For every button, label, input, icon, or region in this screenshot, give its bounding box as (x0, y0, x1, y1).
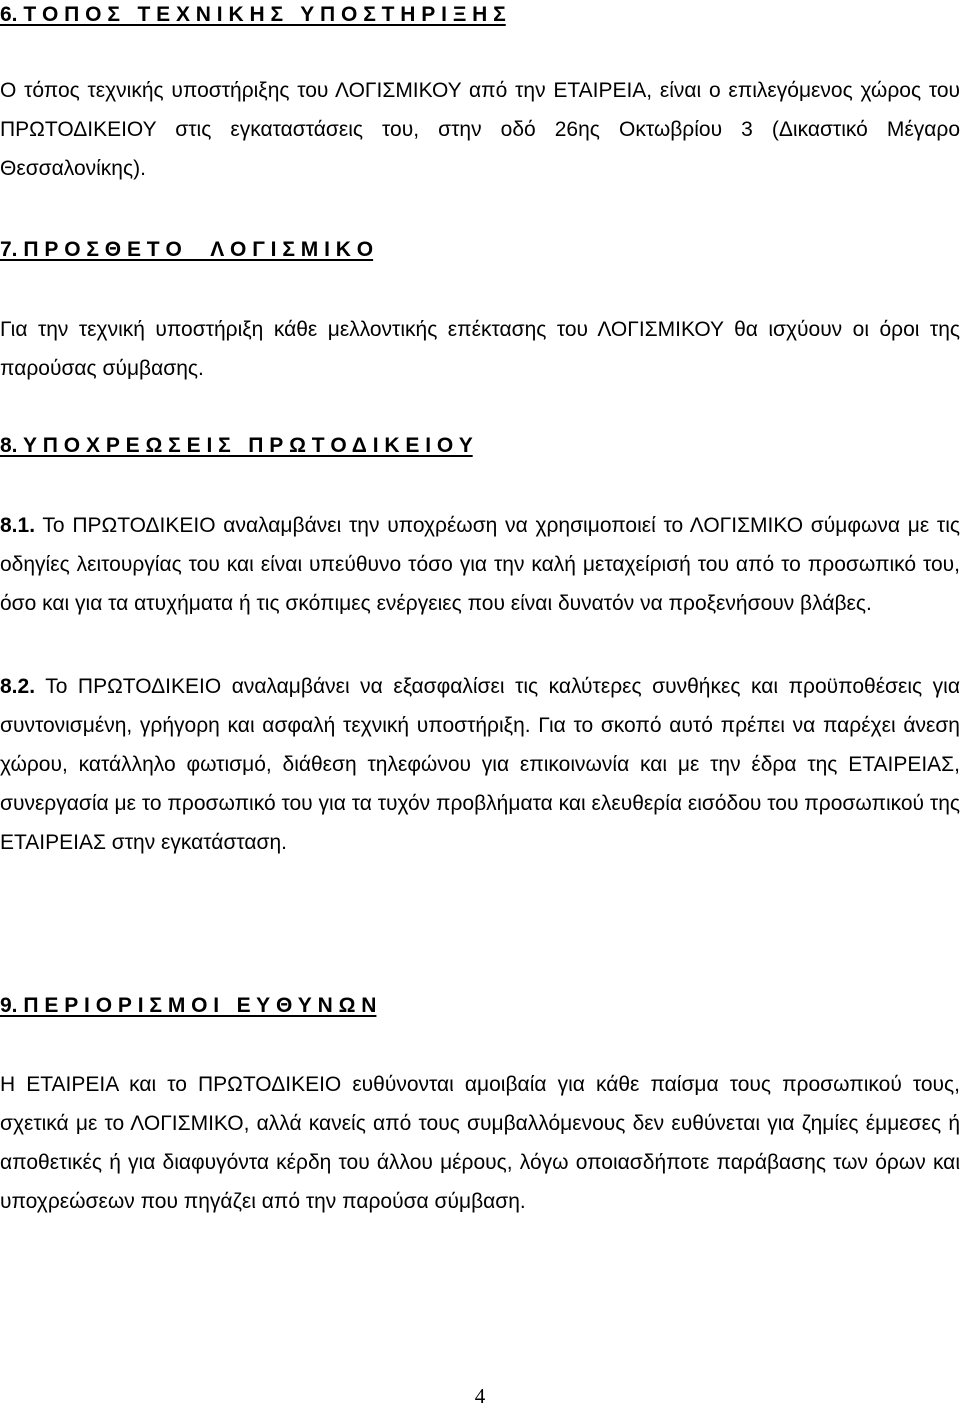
section-6-body: Ο τόπος τεχνικής υποστήριξης του ΛΟΓΙΣΜΙΚΟΥ από την ΕΤΑΙΡΕΙΑ, είναι ο επιλεγόμενος χώρος του ΠΡΩΤΟΔΙΚΕΙΟΥ στις εγκαταστάσεις του, στην οδό 26ης Οκτωβρίου 3 (Δικαστικό Μέγαρο Θεσσαλονίκης). (0, 79, 960, 180)
section-7-body: Για την τεχνική υποστήριξη κάθε μελλοντικής επέκτασης του ΛΟΓΙΣΜΙΚΟΥ θα ισχύουν οι όροι της παρούσας σύμβασης. (0, 318, 960, 380)
clause-8-1 (0, 506, 960, 623)
section-8-heading: 8. Υ Π Ο Χ Ρ Ε Ω Σ Ε Ι Σ Π Ρ Ω Τ Ο Δ Ι Κ Ε Ι Ο Υ (0, 434, 473, 457)
clause-8-1-number: 8.1. (0, 514, 36, 537)
clause-8-1-text: Το ΠΡΩΤΟΔΙΚΕΙΟ αναλαμβάνει την υποχρέωση να χρησιμοποιεί το ΛΟΓΙΣΜΙΚΟ σύμφωνα με τις οδηγίες λειτουργίας του και είναι υπεύθυνο τόσο για την καλή μεταχείρισή του από το προσωπικό του, όσο και για τα ατυχήματα ή τις σκόπιμες ενέργειες που είναι δυνατόν να προξενήσουν βλάβες. (0, 514, 960, 615)
section-6-heading: 6. Τ Ο Π Ο Σ Τ Ε Χ Ν Ι Κ Η Σ Υ Π Ο Σ Τ Η Ρ Ι Ξ Η Σ (0, 3, 506, 26)
section-9-body: Η ΕΤΑΙΡΕΙΑ και το ΠΡΩΤΟΔΙΚΕΙΟ ευθύνονται αμοιβαία για κάθε παίσμα τους προσωπικού τους, σχετικά με το ΛΟΓΙΣΜΙΚΟ, αλλά κανείς από τους συμβαλλόμενους δεν ευθύνεται για ζημίες έμμεσες ή αποθετικές ή για διαφυγόντα κέρδη του άλλου μέρους, λόγω οποιασδήποτε παράβασης των όρων και υποχρεώσεων που πηγάζει από την παρούσα σύμβαση. (0, 1073, 960, 1213)
clause-8-2 (0, 667, 960, 862)
page-number: 4 (474, 1384, 486, 1408)
clause-8-2-number: 8.2. (0, 675, 36, 698)
clause-8-2-text: Το ΠΡΩΤΟΔΙΚΕΙΟ αναλαμβάνει να εξασφαλίσει τις καλύτερες συνθήκες και προϋποθέσεις για συντονισμένη, γρήγορη και ασφαλή τεχνική υποστήριξη. Για το σκοπό αυτό πρέπει να παρέχει άνεση χώρου, κατάλληλο φωτισμό, διάθεση τηλεφώνου για επικοινωνία και με την έδρα της ΕΤΑΙΡΕΙΑΣ, συνεργασία με το προσωπικό του για τα τυχόν προβλήματα και ελευθερία εισόδου του προσωπικού της ΕΤΑΙΡΕΙΑΣ στην εγκατάσταση. (0, 675, 960, 854)
section-7-heading: 7. Π Ρ Ο Σ Θ Ε Τ Ο Λ Ο Γ Ι Σ Μ Ι Κ Ο (0, 238, 374, 261)
section-9-heading: 9. Π Ε Ρ Ι Ο Ρ Ι Σ Μ Ο Ι Ε Υ Θ Υ Ν Ω Ν (0, 994, 377, 1017)
